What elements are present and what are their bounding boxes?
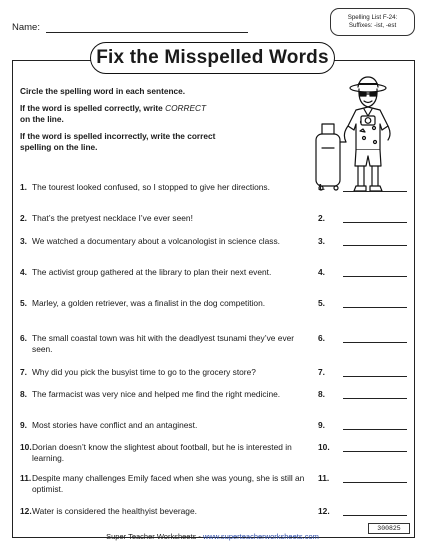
question-text: We watched a documentary about a volcanologist in science class. [32,236,280,246]
question-number: 8. [20,389,27,399]
question-text: Dorian doesn’t know the slightest about football, but he is interested in learning. [32,442,292,463]
question-item [20,236,312,247]
question-number: 3. [20,236,27,246]
instruction-2: If the word is spelled correctly, write CORRECT on the line. [20,103,207,124]
question-item [20,182,312,193]
question-item [20,333,312,355]
question-item [20,213,312,224]
answer-number: 5. [318,298,325,308]
answer-line[interactable] [343,276,407,277]
question-text: The farmacist was very nice and helped me find the right medicine. [32,389,281,399]
question-number: 12. [20,506,32,516]
question-number: 6. [20,333,27,343]
question-number: 10. [20,442,32,452]
answer-number: 8. [318,389,325,399]
answer-number: 6. [318,333,325,343]
answer-line[interactable] [343,307,407,308]
question-number: 9. [20,420,27,430]
question-number: 2. [20,213,27,223]
answer-number: 11. [318,473,330,483]
question-item [20,473,312,495]
answer-line[interactable] [343,451,407,452]
list-suffixes: Suffixes: -ist, -est [348,22,397,29]
answer-number: 12. [318,506,330,516]
question-item [20,367,312,378]
question-text: Despite many challenges Emily faced when she was young, she is still an optimist. [32,473,305,494]
question-text: The activist group gathered at the library to plan their next event. [32,267,272,277]
instruction-3: If the word is spelled incorrectly, write the correct spelling on the line. [20,131,216,152]
worksheet-code: 300825 [368,523,410,534]
answer-line[interactable] [343,342,407,343]
question-item [20,442,312,464]
answer-number: 3. [318,236,325,246]
question-item [20,506,312,517]
title-text: Fix the Misspelled Words [96,47,329,68]
question-text: That’s the pretyest necklace I’ve ever seen! [32,213,193,223]
answer-line[interactable] [343,515,407,516]
answer-line[interactable] [343,376,407,377]
footer: Super Teacher Worksheets - www.superteacherworksheets.com [106,532,319,541]
question-text: The small coastal town was hit with the deadlyest tsunami they’ve ever seen. [32,333,295,354]
question-text: Why did you pick the busyist time to go to the grocery store? [32,367,256,377]
name-line[interactable] [46,32,248,33]
question-number: 11. [20,473,32,483]
question-number: 7. [20,367,27,377]
question-number: 1. [20,182,27,192]
question-item [20,298,312,309]
question-item [20,389,312,400]
answer-number: 10. [318,442,330,452]
answer-line[interactable] [343,482,407,483]
answer-number: 1. [318,182,325,192]
answer-line[interactable] [343,398,407,399]
question-item [20,420,312,431]
answer-number: 9. [318,420,325,430]
answer-line[interactable] [343,429,407,430]
question-item [20,267,312,278]
answer-number: 2. [318,213,325,223]
footer-brand: Super Teacher Worksheets [106,532,197,541]
question-number: 4. [20,267,27,277]
answer-line[interactable] [343,245,407,246]
answer-line[interactable] [343,222,407,223]
spelling-list-badge [330,8,415,36]
question-text: The tourest looked confused, so I stopped to give her directions. [32,182,270,192]
question-text: Most stories have conflict and an antaginest. [32,420,198,430]
question-text: Marley, a golden retriever, was a finalist in the dog competition. [32,298,266,308]
question-number: 5. [20,298,27,308]
name-label: Name: [12,22,40,33]
footer-url[interactable]: www.superteacherworksheets.com [202,532,319,541]
list-title: Spelling List F-24: [347,14,398,21]
question-text: Water is considered the healthyist beverage. [32,506,197,516]
tourist-with-suitcase-icon [312,76,406,196]
answer-line[interactable] [343,191,407,192]
worksheet-title [90,42,335,74]
instruction-1: Circle the spelling word in each sentence. [20,86,186,96]
answer-number: 7. [318,367,325,377]
answer-number: 4. [318,267,325,277]
